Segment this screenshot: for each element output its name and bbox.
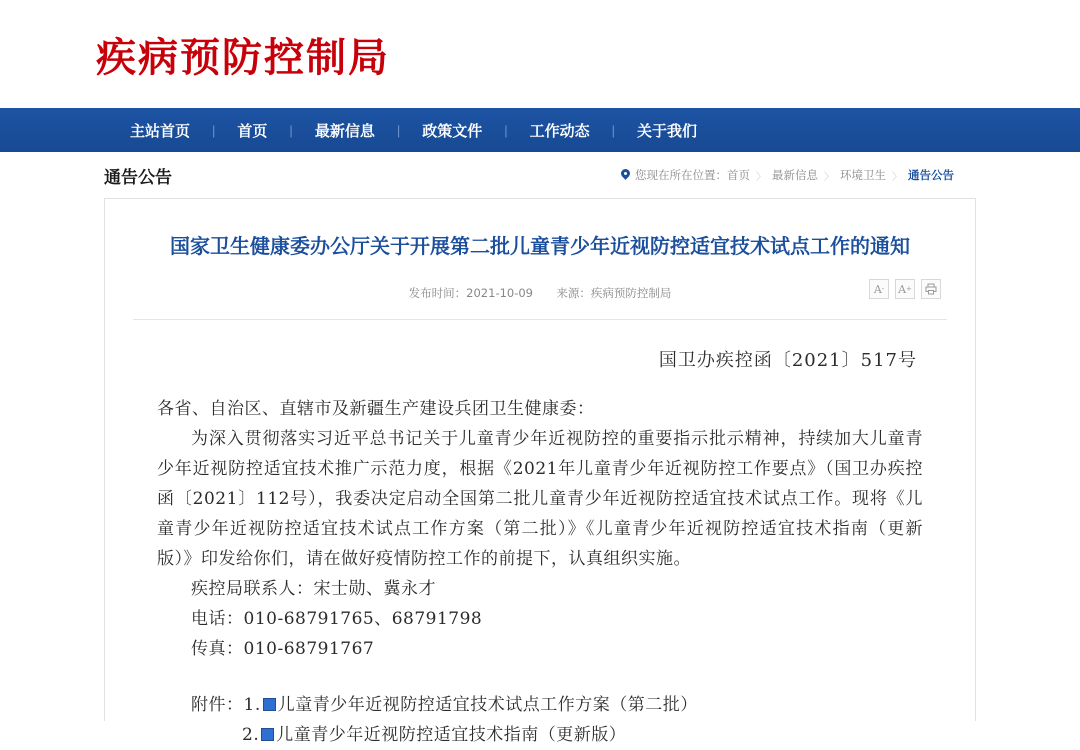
font-decrease-button[interactable] bbox=[869, 279, 889, 299]
word-document-icon bbox=[261, 728, 274, 741]
breadcrumb-item-current: 通告公告 bbox=[908, 168, 954, 182]
site-header bbox=[0, 0, 1080, 108]
word-document-icon bbox=[263, 698, 276, 711]
nav-item-work-updates[interactable]: 工作动态 bbox=[529, 121, 590, 140]
attachment-number-2: 2. bbox=[242, 725, 260, 745]
nav-item-home[interactable]: 首页 bbox=[237, 121, 268, 140]
nav-item-latest-info[interactable]: 最新信息 bbox=[314, 121, 375, 140]
font-increase-label: A bbox=[898, 282, 907, 296]
contact-persons: 疾控局联系人：宋士勋、冀永才 bbox=[191, 579, 436, 599]
breadcrumb-item-home[interactable]: 首页 bbox=[727, 168, 750, 182]
breadcrumb-prefix: 您现在所在位置： bbox=[635, 168, 727, 182]
breadcrumb-separator: 〉 bbox=[824, 171, 834, 183]
nav-item-home-main[interactable]: 主站首页 bbox=[130, 121, 191, 140]
article-meta-row bbox=[133, 273, 947, 313]
breadcrumb-separator: 〉 bbox=[756, 171, 766, 183]
nav-item-about-us[interactable]: 关于我们 bbox=[637, 121, 698, 140]
nav-item-policy-documents[interactable]: 政策文件 bbox=[422, 121, 483, 140]
sub-header bbox=[0, 152, 1080, 198]
article-meta bbox=[409, 285, 672, 301]
attachment-link-1[interactable]: 儿童青少年近视防控适宜技术试点工作方案（第二批） bbox=[277, 695, 698, 715]
article-card bbox=[104, 198, 976, 745]
font-decrease-label: A bbox=[873, 282, 882, 296]
publish-time: 发布时间：2021-10-09 bbox=[408, 286, 534, 300]
nav-separator: | bbox=[504, 122, 508, 138]
location-pin-icon bbox=[621, 169, 630, 181]
attachment-row-2 bbox=[157, 720, 923, 750]
site-logo[interactable]: 疾病预防控制局 bbox=[96, 34, 390, 81]
salutation: 各省、自治区、直辖市及新疆生产建设兵团卫生健康委： bbox=[157, 399, 595, 419]
breadcrumb-item-latest-info[interactable]: 最新信息 bbox=[772, 168, 818, 182]
font-decrease-sup: - bbox=[881, 285, 885, 293]
contact-phone: 电话：010-68791765、68791798 bbox=[191, 609, 483, 629]
document-number: 国卫办疾控函〔2021〕517号 bbox=[658, 350, 917, 371]
font-increase-button[interactable] bbox=[895, 279, 915, 299]
nav-separator: | bbox=[396, 122, 401, 138]
attachment-number-1: 1. bbox=[243, 695, 261, 715]
breadcrumb-item-environmental-health[interactable]: 环境卫生 bbox=[840, 168, 886, 182]
primary-navigation bbox=[0, 108, 1080, 152]
attachment-label: 附件： bbox=[191, 695, 244, 715]
contact-fax: 传真：010-68791767 bbox=[191, 639, 375, 659]
print-button[interactable] bbox=[921, 279, 941, 299]
printer-icon bbox=[925, 283, 937, 295]
page-title: 通告公告 bbox=[104, 167, 172, 188]
article-source: 来源：疾病预防控制局 bbox=[556, 286, 672, 300]
main-paragraph: 为深入贯彻落实习近平总书记关于儿童青少年近视防控的重要指示批示精神，持续加大儿童青少年近视防控适宜技术推广示范力度，根据《2021年儿童青少年近视防控工作要点》（国卫办疾控函〔2021〕112号），我委决定启动全国第二批儿童青少年近视防控适宜技术试点工作。现将《儿童青少年近视防控适宜技术试点工作方案（第二批）》《儿童青少年近视防控适宜技术指南（更新版）》印发给你们，请在做好疫情防控工作的前提下，认真组织实施。 bbox=[157, 429, 923, 569]
attachment-list bbox=[157, 690, 923, 750]
breadcrumb bbox=[621, 167, 954, 183]
nav-separator: | bbox=[212, 122, 216, 138]
nav-separator: | bbox=[611, 122, 616, 138]
attachment-row-1 bbox=[157, 690, 923, 720]
breadcrumb-separator: 〉 bbox=[892, 171, 902, 183]
article-body bbox=[133, 320, 947, 750]
article-tools bbox=[869, 279, 941, 299]
attachment-link-2[interactable]: 儿童青少年近视防控适宜技术指南（更新版） bbox=[276, 725, 627, 745]
article-title: 国家卫生健康委办公厅关于开展第二批儿童青少年近视防控适宜技术试点工作的通知 bbox=[170, 234, 910, 258]
font-increase-sup: + bbox=[906, 285, 912, 293]
nav-separator: | bbox=[289, 122, 293, 138]
